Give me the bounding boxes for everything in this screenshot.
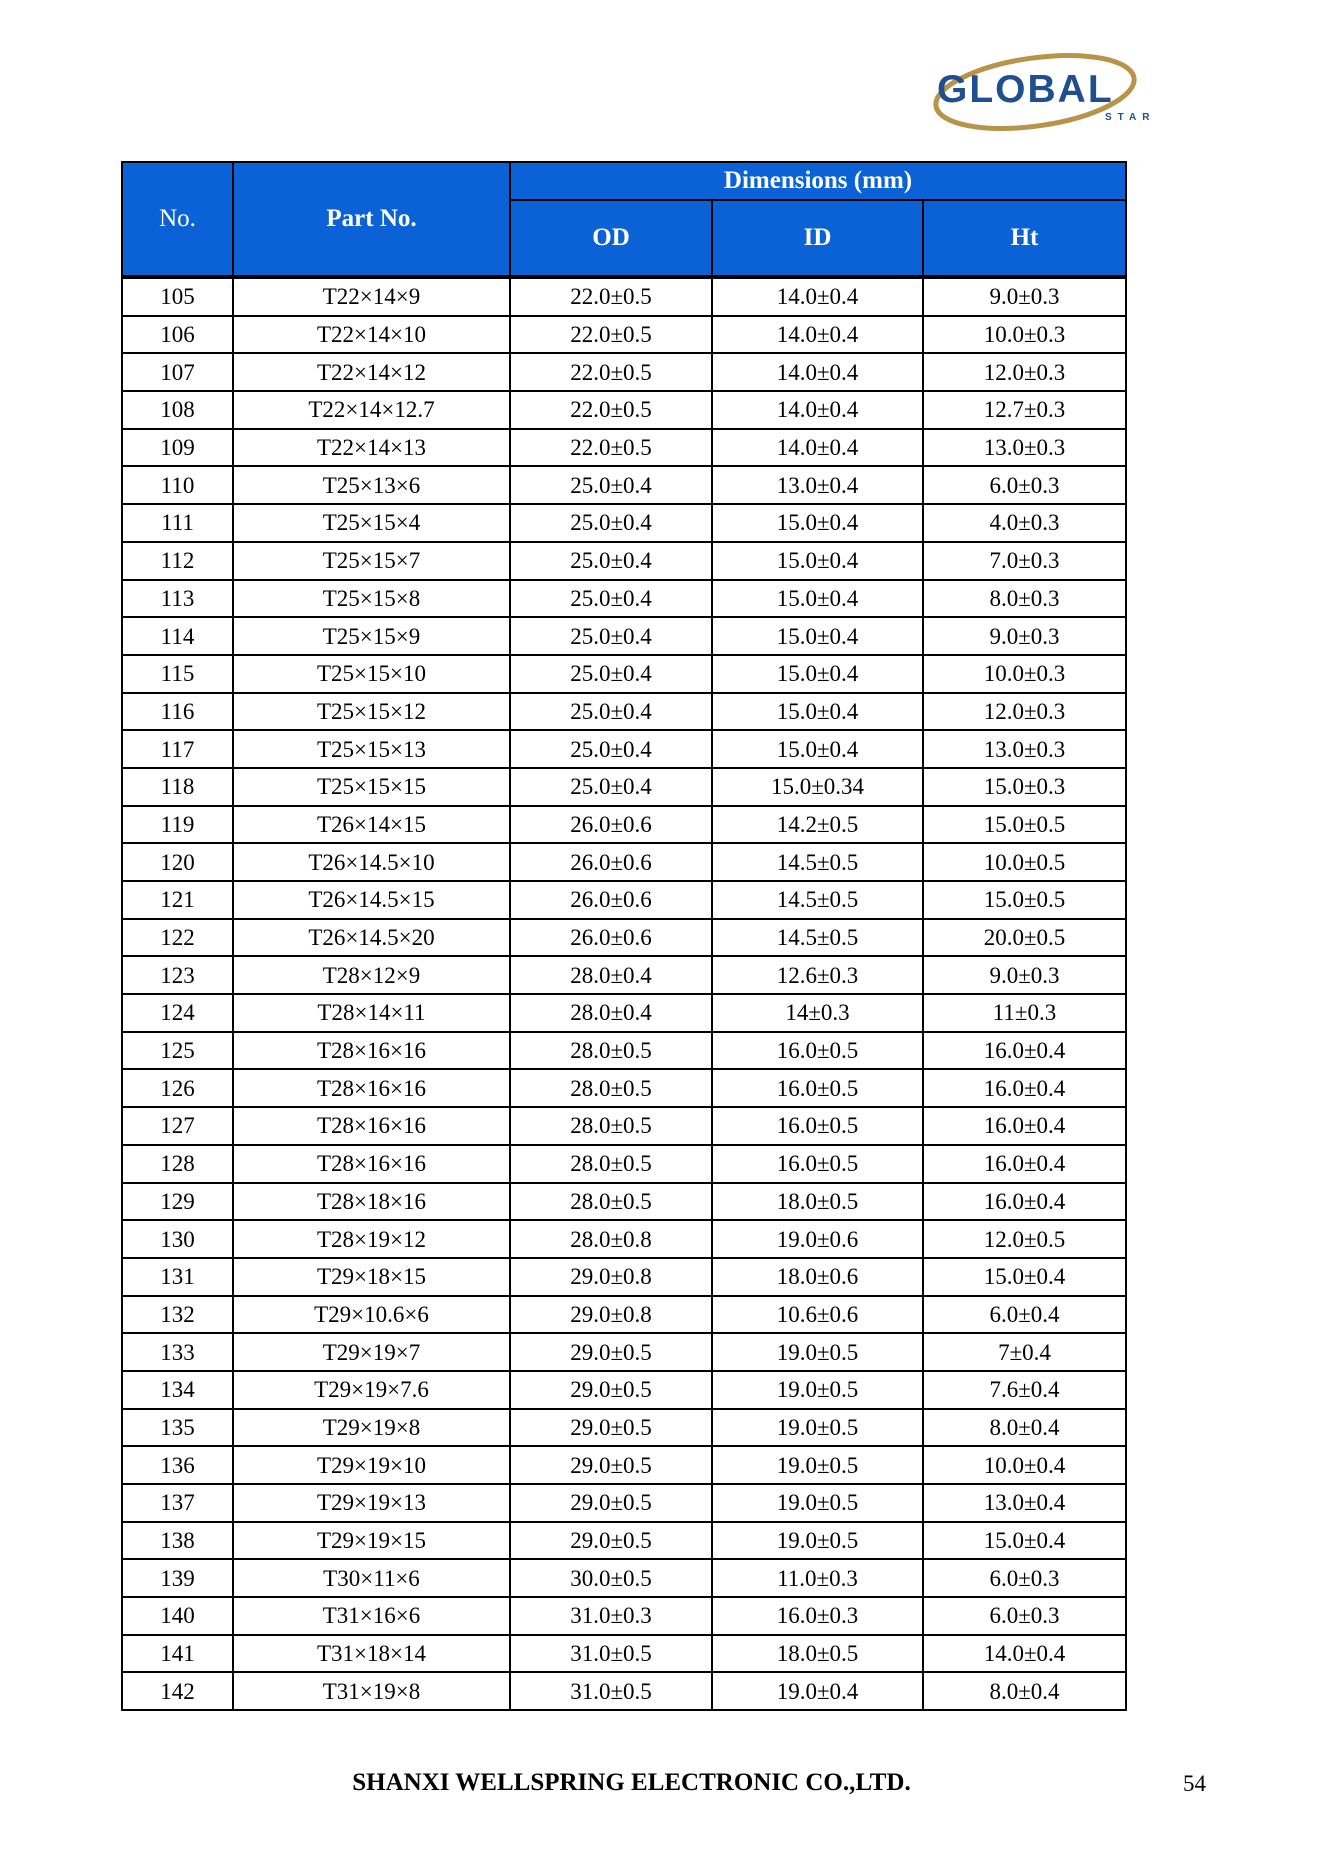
cell-id: 14.0±0.4: [712, 316, 923, 354]
table-row: [122, 1032, 1126, 1070]
cell-od: 29.0±0.5: [510, 1371, 712, 1409]
cell-no: 117: [122, 730, 233, 768]
cell-no: 140: [122, 1597, 233, 1635]
cell-part-no: T31×19×8: [233, 1672, 510, 1710]
cell-no: 119: [122, 806, 233, 844]
cell-od: 30.0±0.5: [510, 1559, 712, 1597]
cell-ht: 12.7±0.3: [923, 391, 1126, 429]
cell-part-no: T28×16×16: [233, 1032, 510, 1070]
table-row: [122, 1522, 1126, 1560]
cell-part-no: T29×19×8: [233, 1409, 510, 1447]
cell-id: 15.0±0.34: [712, 768, 923, 806]
cell-no: 123: [122, 956, 233, 994]
table-row: [122, 504, 1126, 542]
cell-part-no: T25×15×10: [233, 655, 510, 693]
cell-id: 13.0±0.4: [712, 466, 923, 504]
cell-od: 29.0±0.5: [510, 1409, 712, 1447]
cell-part-no: T25×15×12: [233, 693, 510, 731]
cell-part-no: T28×19×12: [233, 1220, 510, 1258]
cell-part-no: T29×19×10: [233, 1446, 510, 1484]
cell-no: 133: [122, 1333, 233, 1371]
cell-no: 126: [122, 1069, 233, 1107]
cell-ht: 6.0±0.4: [923, 1296, 1126, 1334]
cell-id: 19.0±0.6: [712, 1220, 923, 1258]
table-row: [122, 1635, 1126, 1673]
cell-part-no: T22×14×13: [233, 429, 510, 467]
table-row: [122, 1107, 1126, 1145]
cell-ht: 16.0±0.4: [923, 1183, 1126, 1221]
table-row: [122, 391, 1126, 429]
cell-no: 112: [122, 542, 233, 580]
cell-od: 29.0±0.5: [510, 1333, 712, 1371]
cell-no: 113: [122, 580, 233, 618]
header-no: No.: [122, 162, 233, 277]
cell-od: 28.0±0.5: [510, 1145, 712, 1183]
cell-od: 26.0±0.6: [510, 919, 712, 957]
cell-od: 25.0±0.4: [510, 617, 712, 655]
cell-ht: 12.0±0.3: [923, 353, 1126, 391]
cell-od: 22.0±0.5: [510, 277, 712, 316]
cell-no: 111: [122, 504, 233, 542]
table-row: [122, 617, 1126, 655]
cell-ht: 6.0±0.3: [923, 1559, 1126, 1597]
cell-id: 19.0±0.5: [712, 1333, 923, 1371]
cell-id: 14.5±0.5: [712, 919, 923, 957]
cell-ht: 13.0±0.3: [923, 429, 1126, 467]
cell-od: 22.0±0.5: [510, 391, 712, 429]
cell-od: 29.0±0.5: [510, 1446, 712, 1484]
table-row: [122, 1484, 1126, 1522]
cell-od: 26.0±0.6: [510, 806, 712, 844]
cell-id: 15.0±0.4: [712, 504, 923, 542]
cell-od: 22.0±0.5: [510, 353, 712, 391]
table-body: [122, 277, 1126, 1710]
cell-part-no: T25×15×7: [233, 542, 510, 580]
company-name: SHANXI WELLSPRING ELECTRONIC CO.,LTD.: [352, 1769, 911, 1796]
table-row: [122, 580, 1126, 618]
cell-no: 120: [122, 843, 233, 881]
cell-id: 14.0±0.4: [712, 391, 923, 429]
cell-part-no: T22×14×9: [233, 277, 510, 316]
table-row: [122, 1409, 1126, 1447]
cell-od: 28.0±0.5: [510, 1183, 712, 1221]
cell-id: 16.0±0.5: [712, 1145, 923, 1183]
cell-od: 28.0±0.5: [510, 1032, 712, 1070]
cell-od: 25.0±0.4: [510, 542, 712, 580]
table-row: [122, 353, 1126, 391]
table-row: [122, 1145, 1126, 1183]
table-row: [122, 693, 1126, 731]
cell-part-no: T31×16×6: [233, 1597, 510, 1635]
cell-id: 14.5±0.5: [712, 881, 923, 919]
cell-part-no: T29×19×15: [233, 1522, 510, 1560]
cell-id: 18.0±0.5: [712, 1635, 923, 1673]
cell-ht: 15.0±0.5: [923, 806, 1126, 844]
cell-part-no: T31×18×14: [233, 1635, 510, 1673]
table-row: [122, 1333, 1126, 1371]
cell-no: 131: [122, 1258, 233, 1296]
cell-part-no: T25×15×13: [233, 730, 510, 768]
page-number: 54: [1183, 1771, 1206, 1796]
cell-id: 14.0±0.4: [712, 353, 923, 391]
cell-ht: 9.0±0.3: [923, 617, 1126, 655]
cell-no: 105: [122, 277, 233, 316]
cell-no: 136: [122, 1446, 233, 1484]
table-row: [122, 429, 1126, 467]
header-ht: Ht: [923, 200, 1126, 277]
cell-od: 25.0±0.4: [510, 768, 712, 806]
table-row: [122, 1672, 1126, 1710]
cell-od: 29.0±0.5: [510, 1484, 712, 1522]
table-row: [122, 919, 1126, 957]
cell-ht: 16.0±0.4: [923, 1107, 1126, 1145]
cell-no: 107: [122, 353, 233, 391]
cell-od: 28.0±0.5: [510, 1107, 712, 1145]
cell-no: 142: [122, 1672, 233, 1710]
cell-no: 114: [122, 617, 233, 655]
table-row: [122, 843, 1126, 881]
cell-id: 14.5±0.5: [712, 843, 923, 881]
cell-id: 14.2±0.5: [712, 806, 923, 844]
cell-part-no: T29×18×15: [233, 1258, 510, 1296]
cell-ht: 10.0±0.3: [923, 655, 1126, 693]
cell-id: 14.0±0.4: [712, 429, 923, 467]
cell-id: 19.0±0.5: [712, 1371, 923, 1409]
cell-no: 125: [122, 1032, 233, 1070]
logo-text: GLOBAL: [937, 68, 1114, 111]
dimensions-table: [121, 161, 1127, 1711]
cell-part-no: T22×14×12.7: [233, 391, 510, 429]
cell-ht: 7±0.4: [923, 1333, 1126, 1371]
cell-ht: 10.0±0.5: [923, 843, 1126, 881]
cell-od: 25.0±0.4: [510, 730, 712, 768]
cell-no: 141: [122, 1635, 233, 1673]
cell-id: 19.0±0.5: [712, 1484, 923, 1522]
cell-od: 29.0±0.8: [510, 1296, 712, 1334]
cell-id: 16.0±0.5: [712, 1069, 923, 1107]
logo-subtext: STAR: [1105, 112, 1156, 123]
header-dimensions: Dimensions (mm): [510, 162, 1126, 200]
cell-part-no: T25×15×15: [233, 768, 510, 806]
cell-od: 26.0±0.6: [510, 881, 712, 919]
cell-part-no: T25×15×8: [233, 580, 510, 618]
cell-part-no: T29×19×7: [233, 1333, 510, 1371]
cell-od: 25.0±0.4: [510, 466, 712, 504]
cell-part-no: T29×19×7.6: [233, 1371, 510, 1409]
cell-part-no: T25×13×6: [233, 466, 510, 504]
cell-id: 14.0±0.4: [712, 277, 923, 316]
cell-no: 106: [122, 316, 233, 354]
cell-no: 127: [122, 1107, 233, 1145]
cell-ht: 8.0±0.4: [923, 1409, 1126, 1447]
cell-no: 118: [122, 768, 233, 806]
cell-od: 28.0±0.4: [510, 956, 712, 994]
cell-od: 29.0±0.5: [510, 1522, 712, 1560]
cell-no: 138: [122, 1522, 233, 1560]
cell-no: 115: [122, 655, 233, 693]
table-row: [122, 994, 1126, 1032]
table-row: [122, 1296, 1126, 1334]
cell-ht: 20.0±0.5: [923, 919, 1126, 957]
cell-od: 28.0±0.4: [510, 994, 712, 1032]
cell-ht: 6.0±0.3: [923, 1597, 1126, 1635]
cell-od: 29.0±0.8: [510, 1258, 712, 1296]
table-row: [122, 1371, 1126, 1409]
cell-ht: 12.0±0.5: [923, 1220, 1126, 1258]
cell-no: 108: [122, 391, 233, 429]
cell-no: 121: [122, 881, 233, 919]
table-row: [122, 277, 1126, 316]
cell-id: 10.6±0.6: [712, 1296, 923, 1334]
cell-part-no: T29×10.6×6: [233, 1296, 510, 1334]
cell-part-no: T26×14.5×10: [233, 843, 510, 881]
cell-ht: 13.0±0.4: [923, 1484, 1126, 1522]
cell-od: 28.0±0.8: [510, 1220, 712, 1258]
cell-id: 19.0±0.5: [712, 1446, 923, 1484]
table-row: [122, 1183, 1126, 1221]
table-row: [122, 655, 1126, 693]
cell-part-no: T28×16×16: [233, 1069, 510, 1107]
cell-ht: 15.0±0.5: [923, 881, 1126, 919]
cell-part-no: T28×16×16: [233, 1107, 510, 1145]
cell-ht: 15.0±0.3: [923, 768, 1126, 806]
cell-no: 116: [122, 693, 233, 731]
table-row: [122, 542, 1126, 580]
cell-part-no: T22×14×10: [233, 316, 510, 354]
cell-part-no: T26×14.5×20: [233, 919, 510, 957]
header-id: ID: [712, 200, 923, 277]
cell-no: 128: [122, 1145, 233, 1183]
cell-part-no: T28×12×9: [233, 956, 510, 994]
cell-ht: 10.0±0.4: [923, 1446, 1126, 1484]
cell-no: 130: [122, 1220, 233, 1258]
cell-no: 109: [122, 429, 233, 467]
cell-id: 15.0±0.4: [712, 655, 923, 693]
cell-id: 15.0±0.4: [712, 617, 923, 655]
cell-id: 16.0±0.5: [712, 1107, 923, 1145]
header-part-no: Part No.: [233, 162, 510, 277]
cell-od: 25.0±0.4: [510, 504, 712, 542]
cell-od: 26.0±0.6: [510, 843, 712, 881]
table-row: [122, 881, 1126, 919]
cell-no: 139: [122, 1559, 233, 1597]
table-row: [122, 956, 1126, 994]
cell-id: 15.0±0.4: [712, 580, 923, 618]
table-row: [122, 1597, 1126, 1635]
cell-id: 19.0±0.4: [712, 1672, 923, 1710]
cell-ht: 10.0±0.3: [923, 316, 1126, 354]
cell-no: 122: [122, 919, 233, 957]
cell-id: 18.0±0.5: [712, 1183, 923, 1221]
cell-ht: 15.0±0.4: [923, 1522, 1126, 1560]
cell-od: 22.0±0.5: [510, 316, 712, 354]
table-row: [122, 1069, 1126, 1107]
table-row: [122, 806, 1126, 844]
cell-id: 15.0±0.4: [712, 730, 923, 768]
cell-ht: 15.0±0.4: [923, 1258, 1126, 1296]
cell-od: 25.0±0.4: [510, 655, 712, 693]
cell-id: 19.0±0.5: [712, 1409, 923, 1447]
cell-part-no: T30×11×6: [233, 1559, 510, 1597]
cell-ht: 11±0.3: [923, 994, 1126, 1032]
cell-part-no: T28×14×11: [233, 994, 510, 1032]
cell-part-no: T26×14.5×15: [233, 881, 510, 919]
cell-od: 28.0±0.5: [510, 1069, 712, 1107]
cell-part-no: T25×15×4: [233, 504, 510, 542]
table-row: [122, 1446, 1126, 1484]
cell-ht: 9.0±0.3: [923, 956, 1126, 994]
cell-part-no: T28×18×16: [233, 1183, 510, 1221]
cell-id: 16.0±0.3: [712, 1597, 923, 1635]
cell-od: 31.0±0.5: [510, 1672, 712, 1710]
cell-no: 124: [122, 994, 233, 1032]
cell-no: 137: [122, 1484, 233, 1522]
cell-id: 12.6±0.3: [712, 956, 923, 994]
cell-od: 25.0±0.4: [510, 693, 712, 731]
cell-ht: 13.0±0.3: [923, 730, 1126, 768]
cell-ht: 8.0±0.3: [923, 580, 1126, 618]
cell-ht: 14.0±0.4: [923, 1635, 1126, 1673]
cell-part-no: T28×16×16: [233, 1145, 510, 1183]
cell-ht: 6.0±0.3: [923, 466, 1126, 504]
cell-od: 31.0±0.5: [510, 1635, 712, 1673]
cell-id: 19.0±0.5: [712, 1522, 923, 1560]
cell-ht: 16.0±0.4: [923, 1145, 1126, 1183]
cell-id: 15.0±0.4: [712, 542, 923, 580]
cell-ht: 16.0±0.4: [923, 1069, 1126, 1107]
cell-id: 15.0±0.4: [712, 693, 923, 731]
cell-part-no: T22×14×12: [233, 353, 510, 391]
cell-ht: 7.6±0.4: [923, 1371, 1126, 1409]
cell-ht: 9.0±0.3: [923, 277, 1126, 316]
table-row: [122, 466, 1126, 504]
cell-no: 129: [122, 1183, 233, 1221]
cell-od: 25.0±0.4: [510, 580, 712, 618]
cell-part-no: T26×14×15: [233, 806, 510, 844]
cell-part-no: T29×19×13: [233, 1484, 510, 1522]
cell-id: 11.0±0.3: [712, 1559, 923, 1597]
cell-id: 16.0±0.5: [712, 1032, 923, 1070]
cell-no: 132: [122, 1296, 233, 1334]
cell-ht: 8.0±0.4: [923, 1672, 1126, 1710]
cell-no: 134: [122, 1371, 233, 1409]
cell-ht: 16.0±0.4: [923, 1032, 1126, 1070]
cell-part-no: T25×15×9: [233, 617, 510, 655]
cell-no: 110: [122, 466, 233, 504]
table-row: [122, 1559, 1126, 1597]
table-row: [122, 316, 1126, 354]
cell-no: 135: [122, 1409, 233, 1447]
cell-id: 14±0.3: [712, 994, 923, 1032]
table-row: [122, 1220, 1126, 1258]
cell-od: 31.0±0.3: [510, 1597, 712, 1635]
table-row: [122, 768, 1126, 806]
table-row: [122, 1258, 1126, 1296]
cell-id: 18.0±0.6: [712, 1258, 923, 1296]
footer-company: [0, 1769, 1323, 1797]
cell-ht: 4.0±0.3: [923, 504, 1126, 542]
company-logo: [915, 40, 1185, 140]
header-od: OD: [510, 200, 712, 277]
cell-ht: 12.0±0.3: [923, 693, 1126, 731]
cell-ht: 7.0±0.3: [923, 542, 1126, 580]
cell-od: 22.0±0.5: [510, 429, 712, 467]
table-row: [122, 730, 1126, 768]
